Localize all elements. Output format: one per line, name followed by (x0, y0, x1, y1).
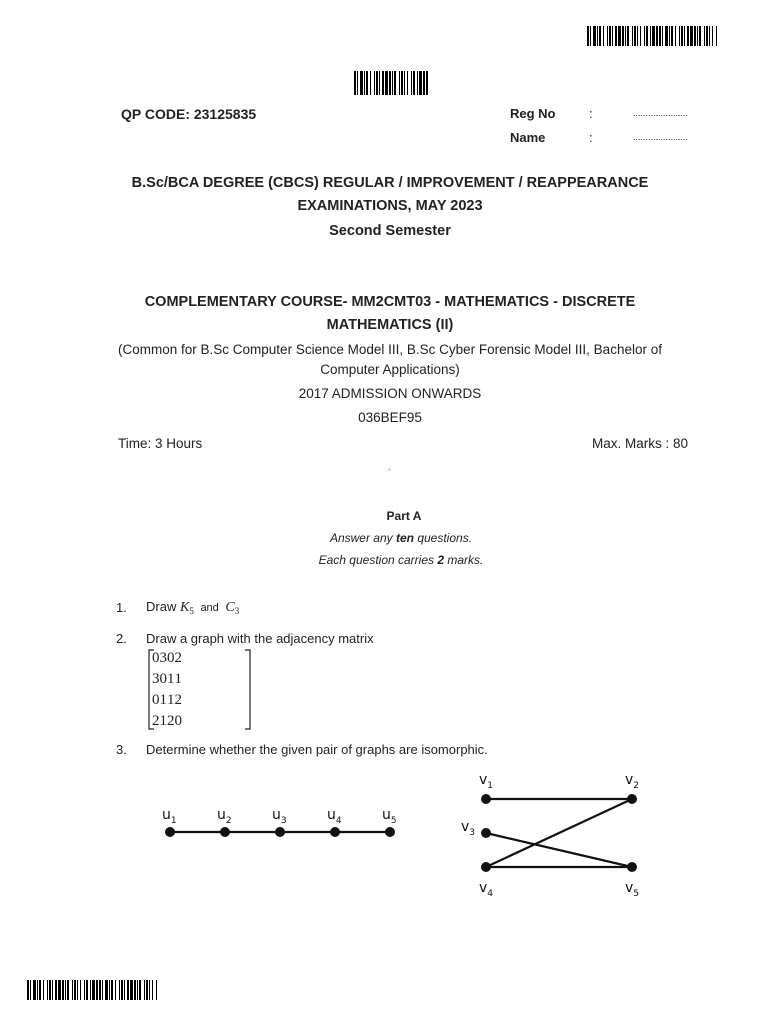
exam-title-line2: EXAMINATIONS, MAY 2023 (297, 198, 483, 214)
q1-number: 1. (116, 600, 127, 615)
center-barcode (354, 71, 428, 95)
semester: Second Semester (329, 223, 451, 239)
barcode-stripe (426, 71, 428, 95)
graph-u-node-1 (165, 827, 175, 837)
matrix-cell: 0 (174, 713, 182, 729)
reg-no-colon: : (589, 106, 593, 121)
graph-u-node-4 (330, 827, 340, 837)
graph-u-label-3: $u_3$ (272, 807, 287, 826)
part-instruction-1 (0, 531, 768, 545)
graph-v-label-2: $v_2$ (625, 772, 640, 791)
name-label: Name (510, 130, 546, 145)
graph-u-node-3 (275, 827, 285, 837)
matrix-cell: 2 (167, 713, 175, 729)
reg-no-label: Reg No (510, 106, 556, 121)
part-instruction-2 (0, 553, 768, 567)
matrix-cell: 1 (159, 713, 167, 729)
q1-and: and (200, 602, 219, 614)
graph-v-label-1: $v_1$ (479, 772, 494, 791)
q3-number: 3. (116, 742, 127, 757)
course-line2: MATHEMATICS (II) (326, 317, 454, 333)
graph-u-node-5 (385, 827, 395, 837)
graph-v-node-4 (481, 862, 491, 872)
matrix-cell: 0 (152, 692, 160, 708)
barcode-stripe (716, 26, 717, 46)
qp-code: QP CODE: 23125835 (121, 106, 257, 122)
matrix-row (152, 711, 182, 732)
graph-v (455, 768, 655, 903)
matrix-cell: 2 (174, 692, 182, 708)
bottom-left-barcode (27, 980, 157, 1000)
part-title: Part A (386, 509, 422, 523)
matrix-row (152, 690, 182, 711)
instr1-pre: Answer any (329, 531, 396, 545)
q1-c3 (225, 600, 239, 615)
common-line1: (Common for B.Sc Computer Science Model III, B.Sc Cyber Forensic Model III, Bachelor of (118, 342, 662, 357)
exam-title-line1: B.Sc/BCA DEGREE (CBCS) REGULAR / IMPROVEMENT / REAPPEARANCE (131, 175, 649, 191)
instr2-bold: 2 (437, 553, 445, 567)
name-colon: : (589, 130, 593, 145)
q1-draw: Draw (146, 599, 177, 614)
q2-text: Draw a graph with the adjacency matrix (146, 631, 374, 646)
matrix-cell: 2 (174, 650, 182, 666)
graph-u-label-4: $u_4$ (327, 807, 342, 826)
matrix-cell: 1 (167, 671, 175, 687)
admission: 2017 ADMISSION ONWARDS (298, 386, 482, 401)
graph-v-edge-v4-v2 (486, 799, 632, 867)
matrix-table (152, 648, 182, 732)
graph-u-label-5: $u_5$ (382, 807, 397, 826)
reg-no-field: ...................... (633, 108, 689, 118)
paper-code: 036BEF95 (358, 410, 422, 425)
q3-text: Determine whether the given pair of graphs are isomorphic. (146, 742, 488, 757)
instr2-post: marks. (444, 553, 484, 567)
q1-k5 (180, 600, 194, 615)
matrix-cell: 1 (174, 671, 182, 687)
q1-k-sub: 5 (189, 606, 194, 616)
q2-number: 2. (116, 631, 127, 646)
matrix-cell: 0 (159, 671, 167, 687)
graph-u-label-2: $u_2$ (217, 807, 232, 826)
graph-v-label-3: $v_3$ (461, 819, 476, 838)
q1-c-sub: 3 (234, 606, 240, 616)
matrix-cell: 3 (159, 650, 167, 666)
top-right-barcode (587, 26, 717, 46)
q1-text (146, 599, 239, 616)
name-field: ...................... (633, 132, 689, 142)
graph-v-label-4: $v_4$ (479, 880, 494, 899)
max-marks: Max. Marks : 80 (592, 436, 689, 451)
q1-k: K (179, 600, 190, 615)
instr2-pre: Each question carries (318, 553, 438, 567)
matrix-cell: 0 (167, 650, 175, 666)
matrix-cell: 3 (152, 671, 160, 687)
graph-v-node-3 (481, 828, 491, 838)
graph-v-edge-v3-v5 (486, 833, 632, 867)
stray-dot: . (388, 462, 391, 472)
barcode-stripe (156, 980, 157, 1000)
instr1-bold: ten (395, 531, 414, 545)
matrix-cell: 0 (152, 650, 160, 666)
matrix-row (152, 669, 182, 690)
graph-v-label-5: $v_5$ (625, 880, 640, 899)
graph-v-node-1 (481, 794, 491, 804)
graph-v-node-5 (627, 862, 637, 872)
graph-u (150, 800, 410, 860)
graph-u-node-2 (220, 827, 230, 837)
matrix-cell: 1 (167, 692, 175, 708)
time: Time: 3 Hours (118, 436, 203, 451)
graph-v-node-2 (627, 794, 637, 804)
course-line1: COMPLEMENTARY COURSE- MM2CMT03 - MATHEMATICS - DISCRETE (144, 294, 636, 310)
q1-c: C (225, 600, 235, 615)
matrix-row (152, 648, 182, 669)
common-line2: Computer Applications) (320, 362, 460, 377)
matrix-cell: 1 (159, 692, 167, 708)
matrix-cell: 2 (152, 713, 160, 729)
graph-u-label-1: $u_1$ (162, 807, 177, 826)
instr1-post: questions. (413, 531, 473, 545)
